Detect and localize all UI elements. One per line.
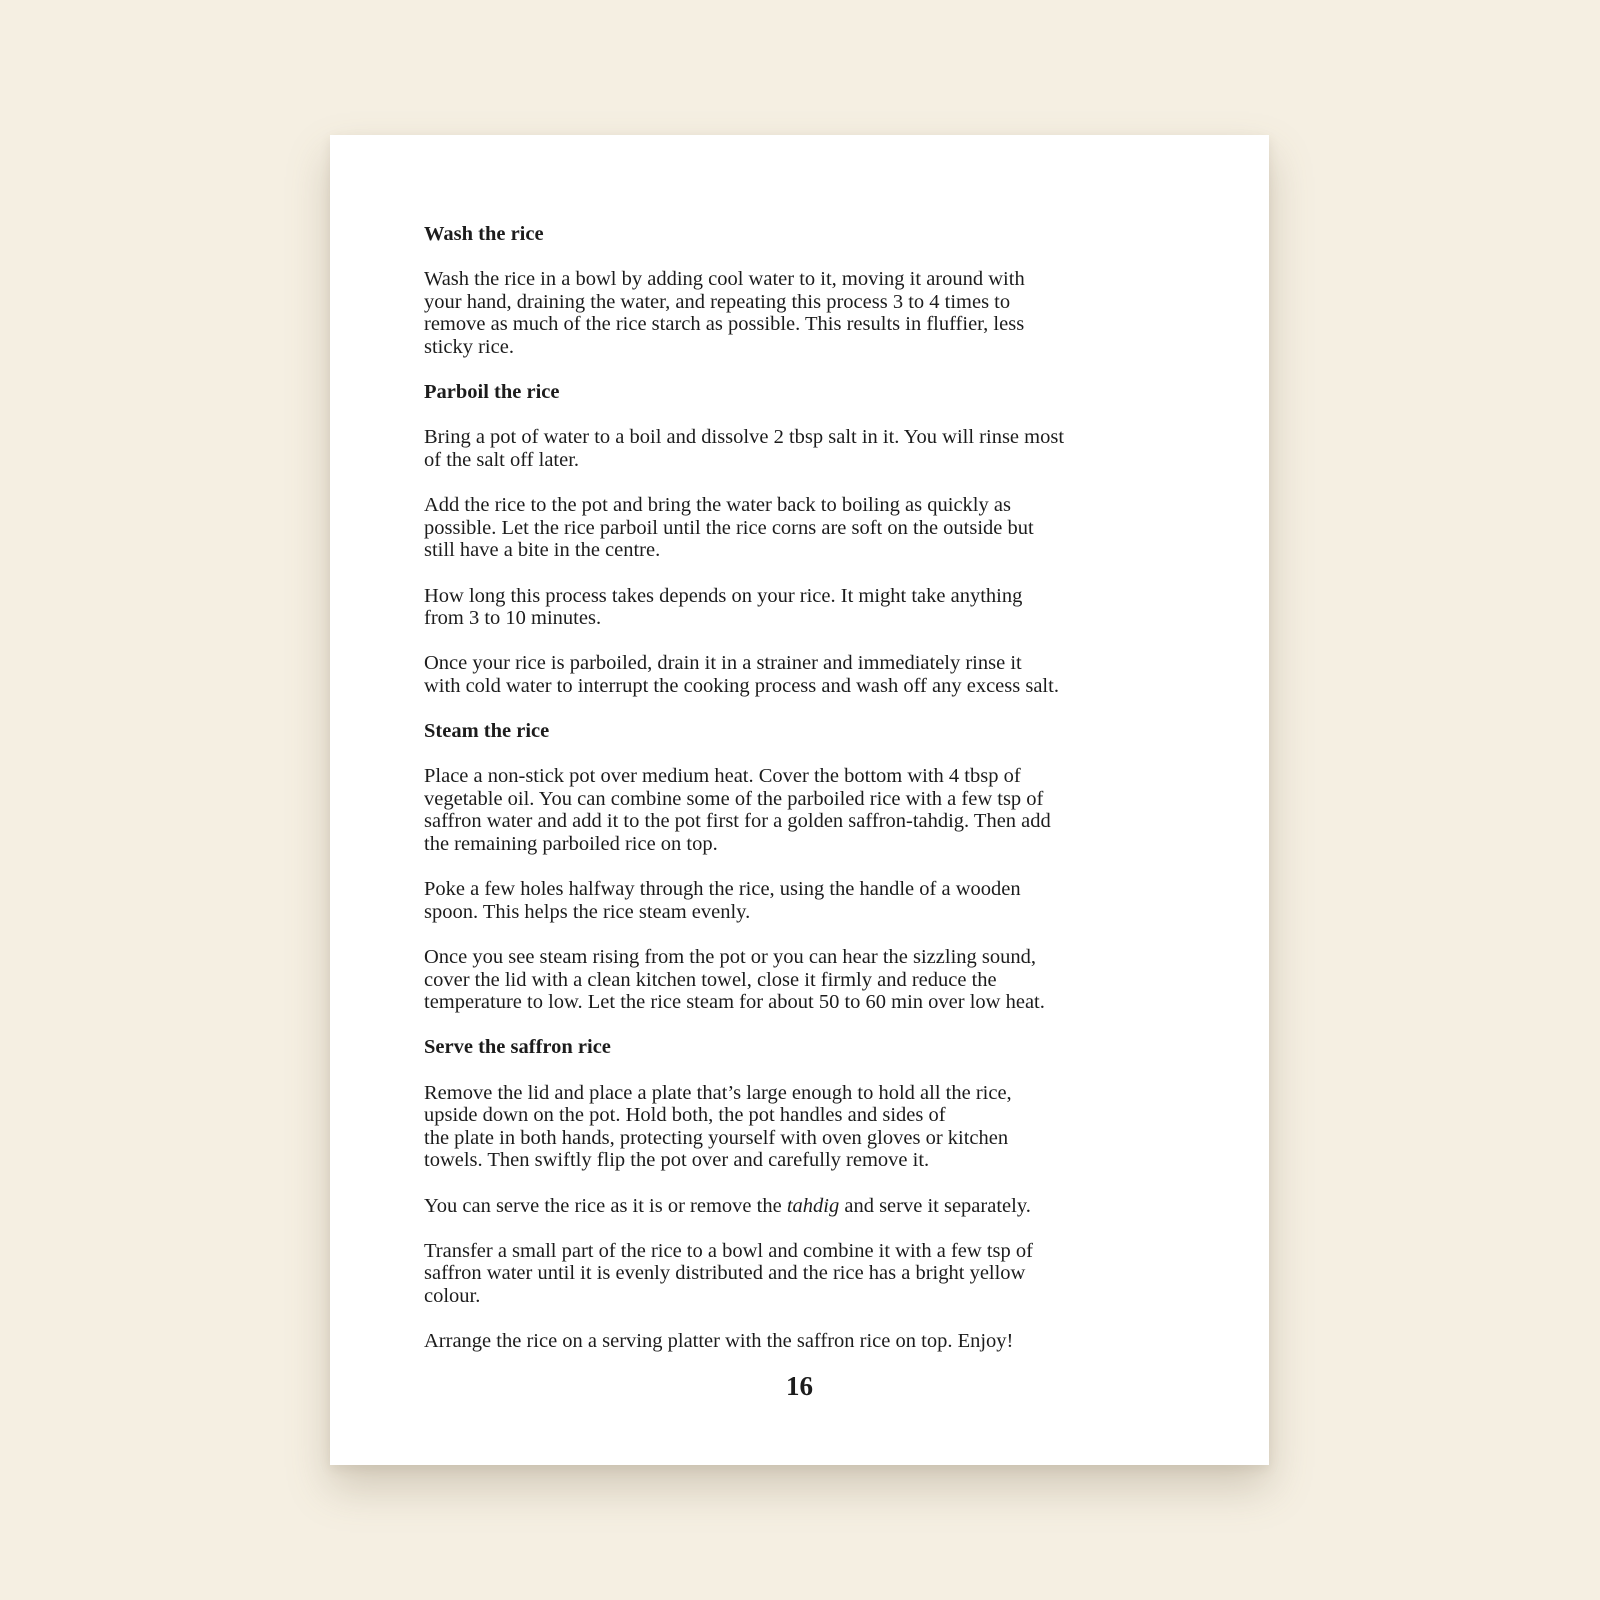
paragraph-parboil-4 xyxy=(424,652,1184,697)
paragraph-wash-1 xyxy=(424,268,1184,358)
document-page xyxy=(330,135,1269,1465)
paragraph-serve-3 xyxy=(424,1240,1184,1308)
page-number: 16 xyxy=(786,1371,813,1401)
text-line: still have a bite in the centre. xyxy=(424,539,661,562)
text-line: Once you see steam rising from the pot or you can hear the sizzling sound, xyxy=(424,946,1036,968)
paragraph-steam-2 xyxy=(424,878,1184,923)
text-line: Transfer a small part of the rice to a bowl and combine it with a few tsp of xyxy=(424,1239,1033,1262)
text-line: Place a non-stick pot over medium heat. Cover the bottom with 4 tbsp of xyxy=(424,765,1021,788)
text-line: Bring a pot of water to a boil and dissolve 2 tbsp salt in it. You will rinse most xyxy=(424,426,1065,449)
text-line: sticky rice. xyxy=(424,335,514,358)
paragraph-steam-1 xyxy=(424,765,1184,855)
text-line: Add the rice to the pot and bring the water back to boiling as quickly as xyxy=(424,494,1011,517)
text-line: spoon. This helps the rice steam evenly. xyxy=(424,900,751,923)
text-line: with cold water to interrupt the cooking process and wash off any excess salt. xyxy=(424,674,1059,697)
paragraph-parboil-1 xyxy=(424,426,1184,471)
section-heading-parboil: Parboil the rice xyxy=(424,381,560,404)
text-line: How long this process takes depends on your rice. It might take anything xyxy=(424,584,1023,607)
text-line: Arrange the rice on a serving platter with the saffron rice on top. Enjoy! xyxy=(424,1330,1014,1353)
text-line: from 3 to 10 minutes. xyxy=(424,607,602,630)
text-line: the plate in both hands, protecting yourself with oven gloves or kitchen xyxy=(424,1126,1009,1149)
text-line: vegetable oil. You can combine some of the parboiled rice with a few tsp of xyxy=(424,787,1044,810)
paragraph-serve-1 xyxy=(424,1082,1184,1172)
text-line: upside down on the pot. Hold both, the pot handles and sides of xyxy=(424,1104,946,1127)
text-line: the remaining parboiled rice on top. xyxy=(424,833,718,856)
text-segment: You can serve the rice as it is or remove the xyxy=(424,1194,787,1217)
paragraph-steam-3 xyxy=(424,946,1184,1014)
paragraph-serve-4 xyxy=(424,1330,1184,1353)
text-line: saffron water until it is evenly distributed and the rice has a bright yellow xyxy=(424,1262,1026,1285)
text-line: towels. Then swiftly flip the pot over and carefully remove it. xyxy=(424,1149,930,1172)
text-line: possible. Let the rice parboil until the rice corns are soft on the outside but xyxy=(424,516,1034,539)
text-line xyxy=(424,1195,1184,1218)
paragraph-serve-tahdig xyxy=(424,1195,1184,1218)
text-line: cover the lid with a clean kitchen towel, close it firmly and reduce the xyxy=(424,968,997,991)
section-heading-steam: Steam the rice xyxy=(424,720,550,743)
text-line: Once your rice is parboiled, drain it in a strainer and immediately rinse it xyxy=(424,652,1022,675)
section-heading-wash: Wash the rice xyxy=(424,223,544,245)
text-segment: and serve it separately. xyxy=(839,1194,1031,1217)
text-line: colour. xyxy=(424,1284,481,1307)
text-line: temperature to low. Let the rice steam for about 50 to 60 min over low heat. xyxy=(424,991,1045,1014)
paragraph-parboil-2 xyxy=(424,494,1184,562)
text-line: remove as much of the rice starch as possible. This results in fluffier, less xyxy=(424,313,1025,336)
text-line: of the salt off later. xyxy=(424,448,580,471)
text-line: Remove the lid and place a plate that’s large enough to hold all the rice, xyxy=(424,1081,1012,1104)
text-line: saffron water and add it to the pot first for a golden saffron-tahdig. Then add xyxy=(424,810,1051,833)
text-line: your hand, draining the water, and repeating this process 3 to 4 times to xyxy=(424,290,1011,313)
text-line: Wash the rice in a bowl by adding cool water to it, moving it around with xyxy=(424,268,1025,291)
paragraph-parboil-3 xyxy=(424,585,1184,630)
page-content xyxy=(424,223,1184,1353)
text-line: Poke a few holes halfway through the rice, using the handle of a wooden xyxy=(424,878,1021,901)
emphasis-tahdig: tahdig xyxy=(786,1194,840,1217)
section-heading-serve: Serve the saffron rice xyxy=(424,1036,611,1059)
